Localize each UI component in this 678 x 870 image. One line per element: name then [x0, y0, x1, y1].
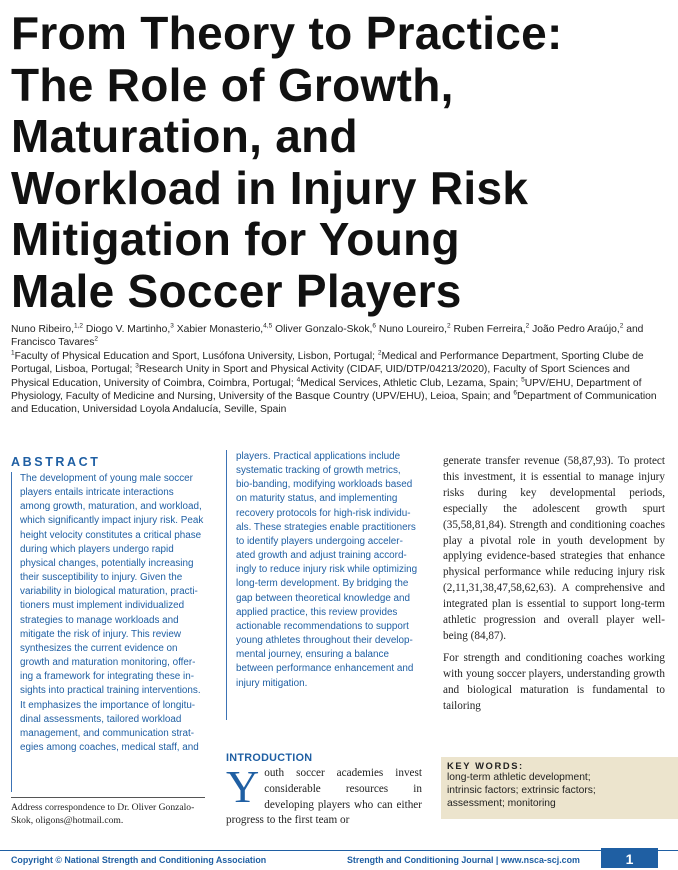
author-name: Nuno Ribeiro, [11, 324, 74, 335]
author-name: and Francisco Tavares [11, 324, 644, 348]
title-line: Mitigation for Young [11, 213, 460, 265]
keywords-title: KEY WORDS: [447, 760, 524, 771]
title-line: Male Soccer Players [11, 264, 462, 317]
abstract-line: sights into practical training interventions. [20, 685, 201, 697]
abstract-column-1 [11, 472, 205, 792]
affiliation-sup: 2 [377, 349, 382, 357]
abstract-line: their susceptibility to injury. Given the [20, 572, 183, 584]
affiliation-sup: 1 [11, 349, 15, 357]
article-title [11, 8, 671, 317]
affiliation-sup: 6 [513, 389, 517, 397]
keyword-line: intrinsic factors; extrinsic factors; [447, 785, 596, 796]
affiliation-sup: 3 [135, 362, 139, 370]
introduction-body [226, 761, 422, 829]
title-line: Maturation, and [11, 110, 358, 162]
abstract-line: systematic tracking of growth metrics, [236, 465, 401, 477]
body-paragraph: For strength and conditioning coaches working with young soccer players, understanding growth and biological maturation is fundamental to tailoring [443, 651, 665, 712]
author-sup: 2 [447, 322, 451, 330]
footer-divider [0, 850, 678, 851]
abstract-line: egies among coaches, medical staff, and [20, 741, 199, 753]
abstract-line: on maturity status, and implementing [236, 493, 398, 505]
author-name: Oliver Gonzalo-Skok, [275, 324, 373, 335]
abstract-column-2 [226, 450, 422, 720]
affiliation-text: Research Unity in Sport and Physical Activity (CIDAF, UID/DTP/04213/2020), Faculty of Sport Sciences and Physical Education, University of Coimbra, Coimbra, Portugal; [11, 364, 630, 389]
abstract-line: to identify players undergoing acceler- [236, 535, 403, 547]
abstract-line: ated growth and adjust training accord- [236, 550, 407, 562]
abstract-line: height velocity constitutes a critical phase [20, 529, 202, 541]
abstract-line: mental journey, ensuring a balance [236, 649, 389, 661]
abstract-line: bio-banding, modifying workloads based [236, 479, 413, 491]
title-line: Workload in Injury Risk [11, 161, 529, 214]
title-line: From Theory to Practice: [11, 7, 563, 59]
title-line: The Role of Growth, [11, 58, 454, 111]
page-number: 1 [601, 848, 658, 868]
abstract-line: ing a framework for integrating these in- [20, 671, 194, 683]
author-name: João Pedro Araújo, [532, 324, 620, 335]
author-sup: 3 [170, 322, 174, 330]
affiliation-text: Medical and Performance Department, Sporting Clube de Portugal, Lisboa, Portugal; [11, 351, 644, 376]
abstract-line: dinal assessments, tailored workload [20, 713, 182, 725]
abstract-line: als. These strategies enable practitioners [236, 521, 416, 533]
abstract-line: during which players undergo rapid [20, 543, 174, 555]
affiliation-text: Faculty of Physical Education and Sport, Lusófona University, Lisbon, Portugal; [14, 351, 378, 362]
drop-cap: Y [226, 761, 260, 812]
abstract-line: The development of young male soccer [20, 473, 193, 484]
author-name: Nuno Loureiro, [378, 324, 448, 335]
abstract-line: players. Practical applications include [236, 451, 401, 462]
abstract-line: which significantly impact injury risk. Peak [20, 515, 204, 527]
author-list [11, 323, 671, 349]
abstract-line: applied practice, this review provides [236, 606, 398, 618]
body-column-3 [443, 454, 665, 721]
affiliation-text: Medical Services, Athletic Club, Lezama, Spain; [300, 377, 522, 389]
abstract-line: gap between theoretical knowledge and [236, 592, 411, 604]
affiliation-sup: 4 [296, 376, 301, 384]
keyword-line: assessment; monitoring [447, 798, 556, 809]
abstract-line: strategies to manage workloads and [20, 614, 179, 626]
author-sup: 2 [94, 335, 98, 343]
affiliation-text: UPV/EHU, Department of Physiology, Faculty of Medicine and Nursing, University of the Basque Country (UPV/EHU), Leioa, Spain; and [11, 377, 642, 402]
abstract-line: young athletes throughout their develop- [236, 635, 413, 647]
abstract-line: It emphasizes the importance of longitu- [20, 699, 196, 711]
affiliation-sup: 5 [521, 376, 525, 384]
correspondence-address: Address correspondence to Dr. Oliver Gonzalo-Skok, oligons@hotmail.com. [11, 797, 205, 827]
author-sup: 4,5 [263, 322, 273, 330]
abstract-line: management, and communication strat- [20, 727, 194, 739]
abstract-line: among growth, maturation, and workload, [20, 501, 202, 513]
abstract-line: synthesizes the current evidence on [20, 642, 178, 654]
abstract-line: players entails intricate interactions [20, 487, 174, 499]
keywords-box [441, 757, 678, 819]
author-sup: 1,2 [73, 322, 84, 330]
abstract-line: variability in biological maturation, practi- [20, 586, 198, 598]
author-name: Xabier Monasterio, [176, 324, 264, 335]
affiliations [11, 350, 671, 416]
author-sup: 6 [372, 322, 377, 330]
author-name: Diogo V. Martinho, [85, 324, 171, 335]
abstract-line: mitigate the risk of injury. This review [20, 628, 181, 640]
affiliation-text: Department of Communication and Education, Universidad Loyola Andalucía, Seville, Spain [11, 390, 657, 416]
abstract-line: between performance enhancement and [236, 663, 414, 675]
abstract-line: actionable recommendations to support [236, 620, 409, 632]
introduction-text: outh soccer academies invest considerable resources in developing players who can either progress to the first team or [226, 767, 422, 827]
author-sup: 2 [525, 322, 530, 330]
abstract-line: physical changes, potentially increasing [20, 557, 194, 569]
abstract-line: long-term development. By bridging the [236, 578, 409, 590]
abstract-line: recovery protocols for high-risk individu- [236, 507, 411, 519]
footer-journal: Strength and Conditioning Journal | www.nsca-scj.com [347, 855, 580, 865]
abstract-line: injury mitigation. [236, 677, 308, 689]
abstract-line: growth and maturation monitoring, offer- [20, 657, 196, 669]
abstract-line: ingly to reduce injury risk while optimizing [236, 564, 418, 576]
author-sup: 2 [619, 322, 624, 330]
introduction-heading: INTRODUCTION [226, 752, 313, 764]
abstract-heading: ABSTRACT [11, 455, 101, 469]
author-name: Ruben Ferreira, [453, 324, 526, 335]
abstract-line: tioners must implement individualized [20, 600, 185, 612]
footer-copyright: Copyright © National Strength and Conditioning Association [11, 855, 267, 865]
body-paragraph: generate transfer revenue (58,87,93). To protect this investment, it is essential to manage injury risks during key developmental periods, especially the adolescent growth spurt (35,58,81,84). Strength and conditioning coaches play a pivotal role in youth development by applying evidence-based strategies that enhance physical performance while reducing injury risk (2,11,31,38,47,58,62,63). A comprehensive and integrated plan is essential to support long-term athletic progression and overall player well-being (84,87). [443, 455, 665, 642]
keyword-line: long-term athletic development; [447, 772, 591, 783]
